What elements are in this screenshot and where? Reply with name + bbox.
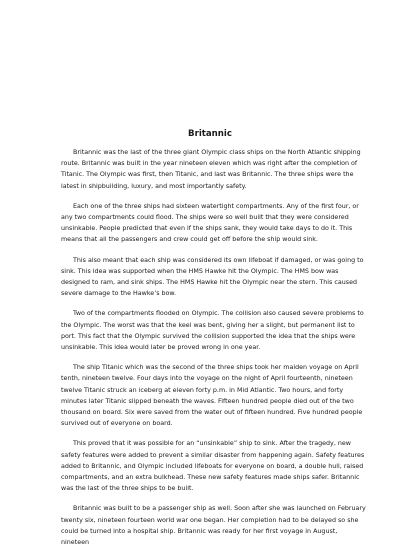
paragraph: Each one of the three ships had sixteen watertight compartments. Any of the first four, or any two compartments could flood. The ships were so well built that they were considered unsinkable. People predicted that even if the ships sank, they would take days to do it. This means that all the passengers and crew could get off before the ship would sink. [61,202,359,244]
paragraph: This proved that it was possible for an “unsinkable” ship to sink. After the tragedy, new safety features were added to prevent a similar disaster from happening again. Safety features added to Britannic, and Olympic included lifeboats for everyone on board, a double hull, raised compartments, and an extra bulkhead. These new safety features made ships safer. Britannic was the last of the three ships to be built. [61,440,365,493]
document-body [61,147,367,557]
paragraph: This also meant that each ship was considered its own lifeboat if damaged, or was going to sink. This idea was supported when the HMS Hawke hit the Olympic. The HMS bow was designed to ram, and sink ships. The HMS Hawke hit the Olympic near the stern. This caused severe damage to the Hawke’s bow. [61,256,364,298]
paragraph: Britannic was built to be a passenger ship as well. Soon after she was launched on February twenty six, nineteen fourteen world war one began. Her completion had to be delayed so she could be turned into a hospital ship. Britannic was ready for her first voyage in August, nineteen [61,505,366,547]
paragraph: Two of the compartments flooded on Olympic. The collision also caused severe problems to the Olympic. The worst was that the keel was bent, giving her a slight, but permanent list to port. This fact that the Olympic survived the collision supported the idea that the ships were unsinkable. This idea would later be proved wrong in one year. [61,310,364,352]
paragraph: Britannic was the last of the three giant Olympic class ships on the North Atlantic shipping route. Britannic was built in the year nineteen eleven which was right after the completion of Titanic. The Olympic was first, then Titanic, and last was Britannic. The three ships were the latest in shipbuilding, luxury, and most importantly safety. [61,149,361,190]
paragraph: The ship Titanic which was the second of the three ships took her maiden voyage on April tenth, nineteen twelve. Four days into the voyage on the night of April fourteenth, nineteen twelve Titanic struck an iceberg at eleven forty p.m. in Mid Atlantic. Two hours, and forty minutes later Titanic slipped beneath the waves. Fifteen hundred people died out of the two thousand on board. Six were saved from the water out of fifteen hundred. Five hundred people survived out of everyone on board. [61,364,363,428]
document-title: Britannic [188,129,232,139]
